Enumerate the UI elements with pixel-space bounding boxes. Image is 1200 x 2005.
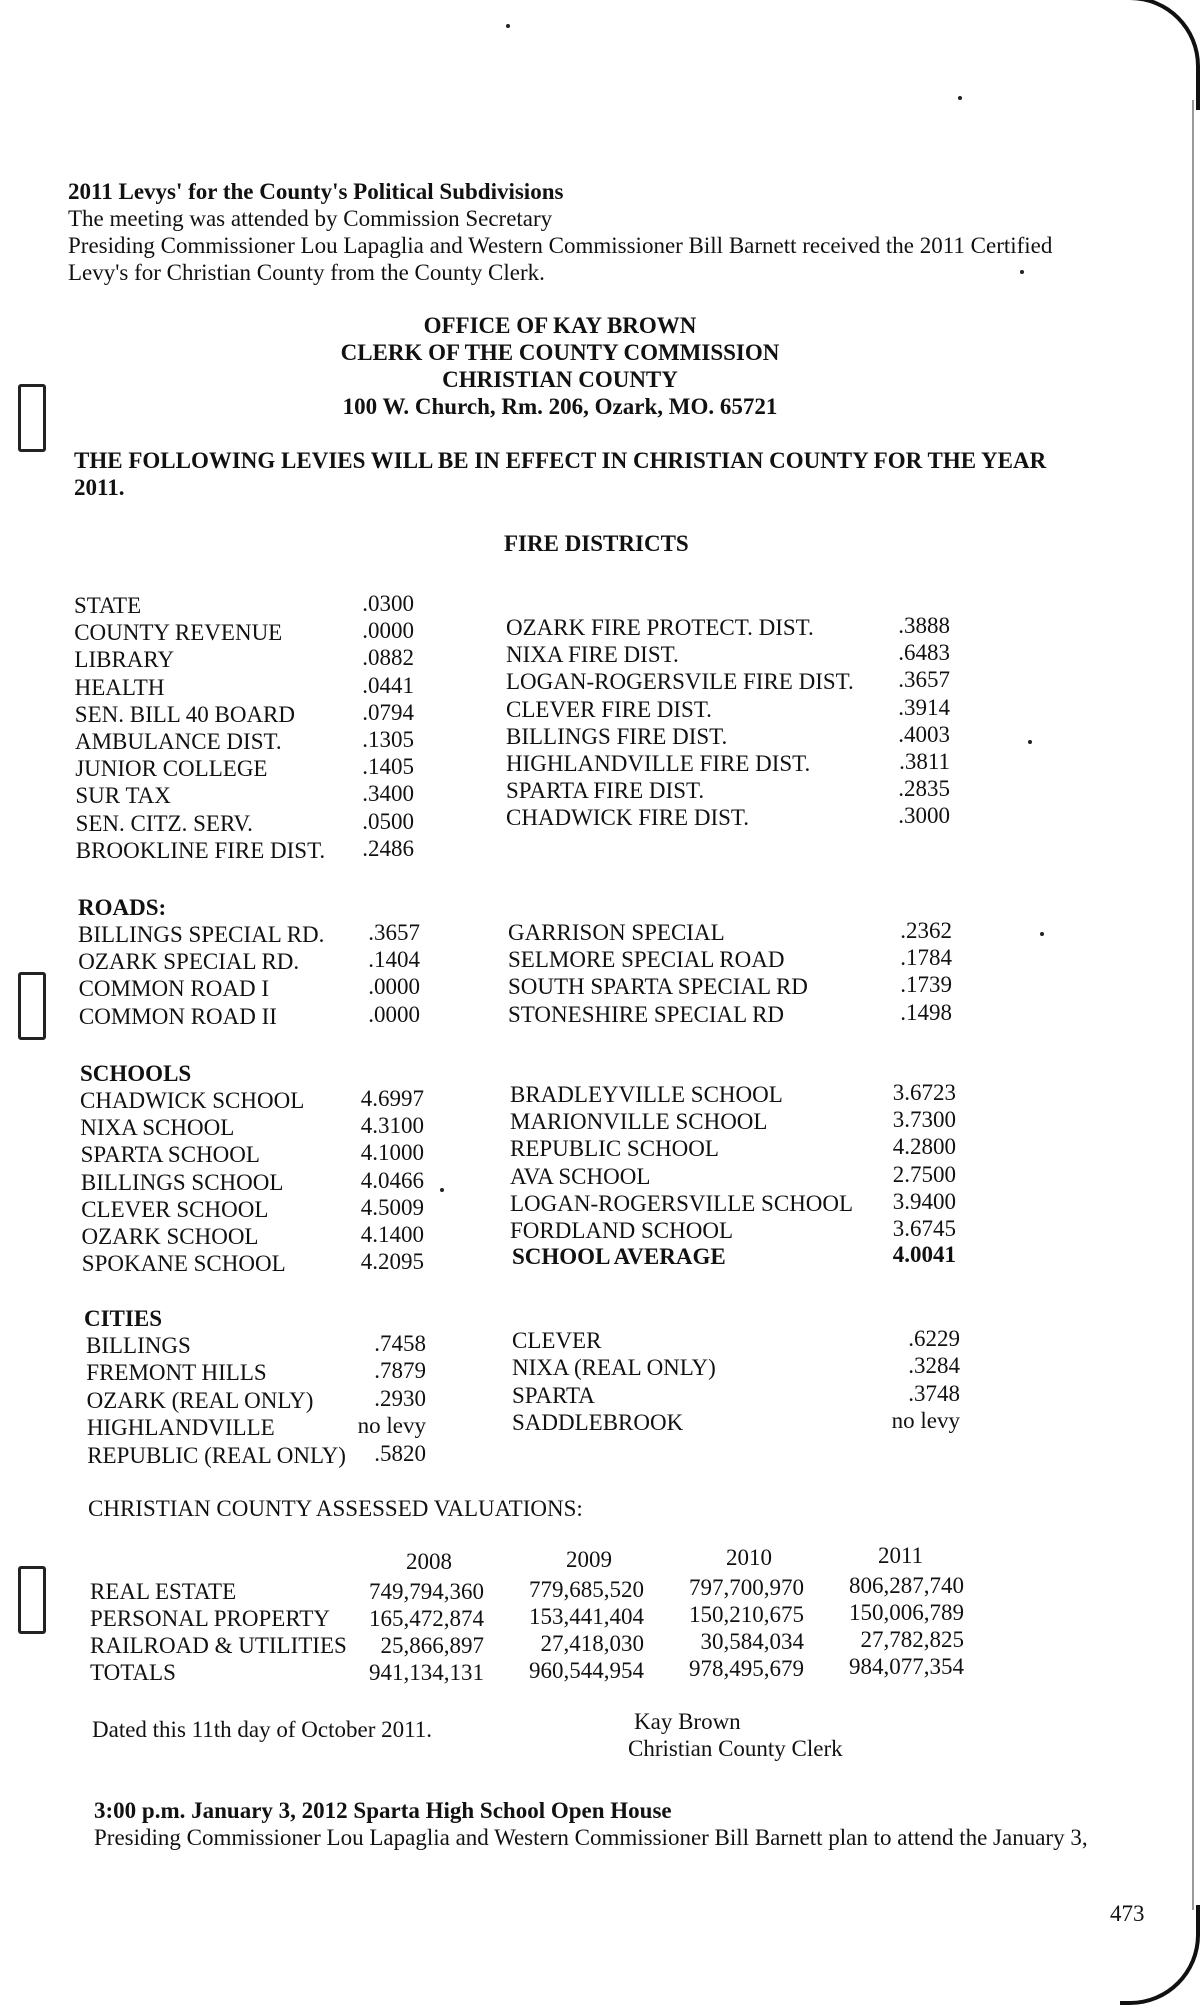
dated-line: Dated this 11th day of October 2011. [92, 1717, 433, 1742]
levy-name: REPUBLIC SCHOOL [510, 1136, 719, 1162]
levy-value: .0794 [362, 699, 414, 725]
levy-value: .3000 [898, 803, 950, 829]
levy-value: .3888 [898, 613, 950, 638]
valuations-heading: CHRISTIAN COUNTY ASSESSED VALUATIONS: [88, 1496, 583, 1521]
levy-value: .1404 [368, 947, 420, 973]
office-address: 100 W. Church, Rm. 206, Ozark, MO. 65721 [342, 394, 778, 419]
valuation-row-label: RAILROAD & UTILITIES [90, 1633, 347, 1658]
valuation-cell: 984,077,354 [849, 1654, 964, 1679]
levy-value: 4.2800 [892, 1134, 956, 1160]
levy-name: SPOKANE SCHOOL [81, 1251, 286, 1277]
intro-line: The meeting was attended by Commission Secretary [68, 206, 553, 231]
levy-name: HEALTH [74, 674, 165, 700]
levy-value: .0000 [362, 618, 414, 644]
levy-name: FORDLAND SCHOOL [510, 1218, 733, 1243]
levy-notice: THE FOLLOWING LEVIES WILL BE IN EFFECT IN CHRISTIAN COUNTY FOR THE YEAR [74, 448, 1047, 473]
levy-name: SADDLEBROOK [512, 1410, 684, 1436]
valuation-year-header: 2009 [566, 1547, 612, 1572]
levy-name: CHADWICK SCHOOL [80, 1088, 305, 1113]
levy-name: LOGAN-ROGERSVILLE SCHOOL [510, 1190, 854, 1216]
valuation-cell: 806,287,740 [849, 1573, 964, 1598]
valuation-row-label: TOTALS [90, 1660, 176, 1685]
levy-value: .2835 [898, 776, 950, 802]
levy-value: .2930 [374, 1385, 426, 1411]
intro-line: Presiding Commissioner Lou Lapaglia and Western Commissioner Bill Barnett received the 2011 Certified [68, 233, 1053, 258]
valuation-cell: 941,134,131 [369, 1660, 484, 1685]
binder-hole-3 [18, 1566, 46, 1634]
levy-name: FREMONT HILLS [86, 1360, 267, 1386]
levy-value: .1739 [900, 972, 952, 998]
levy-value: 4.3100 [360, 1113, 424, 1139]
levy-name: GARRISON SPECIAL [508, 920, 725, 945]
levy-value: 3.6723 [892, 1080, 956, 1105]
levy-value: .0441 [362, 672, 414, 698]
valuation-cell: 25,866,897 [380, 1633, 484, 1658]
signature-name: Kay Brown [634, 1709, 741, 1734]
school-average-label: SCHOOL AVERAGE [512, 1244, 726, 1269]
levy-name: SPARTA [512, 1382, 595, 1408]
intro-line: Levy's for Christian County from the County Clerk. [68, 260, 545, 285]
levy-value: .3914 [898, 694, 950, 720]
levy-value: .1305 [362, 727, 414, 752]
levy-name: NIXA FIRE DIST. [506, 642, 679, 668]
levy-name: REPUBLIC (REAL ONLY) [87, 1442, 346, 1468]
levy-value: 4.1000 [360, 1140, 424, 1166]
levy-name: BILLINGS FIRE DIST. [506, 723, 728, 749]
event-heading: 3:00 p.m. January 3, 2012 Sparta High School Open House [94, 1798, 672, 1823]
valuation-row-label: REAL ESTATE [90, 1579, 237, 1604]
levy-name: OZARK FIRE PROTECT. DIST. [506, 615, 814, 640]
levy-value: 4.5009 [360, 1194, 424, 1220]
scan-speck [506, 24, 510, 28]
office-subtitle: CLERK OF THE COUNTY COMMISSION [340, 340, 780, 365]
levy-name: AVA SCHOOL [510, 1163, 651, 1189]
levy-value: .3400 [362, 781, 414, 807]
levy-name: BROOKLINE FIRE DIST. [75, 837, 326, 863]
levy-value: .2362 [900, 918, 952, 943]
levy-name: NIXA (REAL ONLY) [512, 1355, 716, 1381]
levy-name: SEN. CITZ. SERV. [75, 810, 253, 836]
school-average-value: 4.0041 [892, 1242, 956, 1267]
levy-name: STATE [74, 593, 142, 618]
levy-name: CHADWICK FIRE DIST. [506, 805, 749, 831]
binder-hole-1 [18, 384, 46, 452]
valuation-cell: 150,210,675 [689, 1602, 804, 1627]
levy-value: 3.6745 [892, 1216, 956, 1241]
signature-title: Christian County Clerk [628, 1736, 843, 1761]
levy-value: .3657 [898, 667, 950, 693]
valuation-year-header: 2010 [726, 1545, 772, 1570]
schools-heading: SCHOOLS [80, 1061, 192, 1086]
levy-name: OZARK (REAL ONLY) [86, 1387, 314, 1413]
valuation-row-label: PERSONAL PROPERTY [90, 1606, 330, 1631]
levy-value: .1784 [900, 945, 952, 971]
levy-value: 4.2095 [360, 1249, 424, 1275]
levy-value: .1405 [362, 754, 414, 780]
levy-notice-year: 2011. [74, 475, 125, 500]
valuation-cell: 749,794,360 [369, 1579, 484, 1604]
scan-speck [1028, 740, 1032, 744]
levy-name: SUR TAX [75, 783, 171, 809]
levy-name: HIGHLANDVILLE [86, 1415, 275, 1441]
levy-name: COMMON ROAD II [78, 1003, 277, 1029]
levy-name: CLEVER [512, 1328, 602, 1353]
levy-value: .0000 [368, 1001, 420, 1027]
levy-name: BILLINGS SCHOOL [80, 1169, 284, 1195]
page-number: 473 [1110, 1901, 1145, 1926]
levy-name: SOUTH SPARTA SPECIAL RD [508, 974, 808, 1000]
valuation-year-header: 2011 [878, 1543, 924, 1568]
levy-value: .0300 [362, 591, 414, 616]
office-title: OFFICE OF KAY BROWN [423, 313, 697, 338]
levy-name: STONESHIRE SPECIAL RD [508, 1001, 785, 1027]
levy-name: COUNTY REVENUE [74, 620, 283, 646]
levy-value: 2.7500 [892, 1161, 956, 1187]
levy-name: BRADLEYVILLE SCHOOL [510, 1082, 783, 1107]
levy-name: AMBULANCE DIST. [75, 729, 282, 754]
levy-name: LOGAN-ROGERSVILE FIRE DIST. [506, 669, 854, 695]
levy-value: .3657 [368, 920, 420, 945]
valuation-cell: 165,472,874 [369, 1606, 484, 1631]
levy-value: .3748 [908, 1380, 960, 1406]
valuation-cell: 797,700,970 [689, 1575, 804, 1600]
levy-value: .4003 [898, 721, 950, 747]
levy-value: 4.1400 [360, 1222, 424, 1247]
valuation-cell: 30,584,034 [700, 1629, 804, 1654]
valuation-cell: 978,495,679 [689, 1656, 804, 1681]
levy-value: .3284 [908, 1353, 960, 1379]
binder-hole-2 [18, 972, 46, 1040]
section-heading: 2011 Levys' for the County's Political Subdivisions [68, 179, 564, 204]
valuation-cell: 153,441,404 [529, 1604, 644, 1629]
levy-value: .2486 [362, 835, 414, 861]
levy-value: .0000 [368, 974, 420, 1000]
valuation-cell: 27,782,825 [860, 1627, 964, 1652]
levy-name: SPARTA FIRE DIST. [506, 778, 705, 804]
levy-value: 3.9400 [892, 1188, 956, 1214]
levy-value: .0882 [362, 645, 414, 671]
levy-value: .0500 [362, 808, 414, 834]
levy-name: OZARK SPECIAL RD. [78, 949, 300, 975]
event-line: Presiding Commissioner Lou Lapaglia and Western Commissioner Bill Barnett plan to attend the January 3, [94, 1825, 1088, 1850]
levy-name: SEN. BILL 40 BOARD [74, 701, 296, 727]
valuation-year-header: 2008 [406, 1549, 452, 1574]
levy-value: .5820 [374, 1440, 426, 1466]
levy-name: COMMON ROAD I [78, 976, 269, 1002]
levy-value: no levy [357, 1413, 426, 1439]
levy-name: SELMORE SPECIAL ROAD [508, 947, 785, 973]
valuation-cell: 779,685,520 [529, 1577, 644, 1602]
levy-value: 4.0466 [360, 1167, 424, 1193]
levy-value: .1498 [900, 999, 952, 1025]
levy-value: .6483 [898, 640, 950, 666]
page-edge-right-line [1192, 100, 1194, 1910]
levy-value: .7458 [374, 1331, 426, 1356]
levy-value: .7879 [374, 1358, 426, 1384]
valuation-cell: 150,006,789 [849, 1600, 964, 1625]
levy-name: BILLINGS SPECIAL RD. [78, 922, 325, 947]
levy-name: MARIONVILLE SCHOOL [510, 1109, 768, 1135]
levy-name: JUNIOR COLLEGE [75, 756, 268, 782]
levy-name: HIGHLANDVILLE FIRE DIST. [506, 751, 811, 776]
levy-name: CLEVER SCHOOL [81, 1196, 269, 1222]
fire-districts-heading: FIRE DISTRICTS [504, 531, 689, 556]
valuation-cell: 27,418,030 [540, 1631, 644, 1656]
page-edge-top-curve [1120, 0, 1200, 110]
levy-name: NIXA SCHOOL [80, 1115, 235, 1141]
valuation-cell: 960,544,954 [529, 1658, 644, 1683]
office-county: CHRISTIAN COUNTY [442, 367, 678, 392]
scan-speck [440, 1188, 444, 1192]
roads-heading: ROADS: [78, 895, 167, 920]
levy-value: .3811 [899, 749, 950, 774]
levy-name: OZARK SCHOOL [81, 1224, 259, 1249]
levy-name: CLEVER FIRE DIST. [506, 696, 712, 722]
levy-value: no levy [891, 1408, 960, 1434]
levy-value: .6229 [908, 1326, 960, 1351]
cities-heading: CITIES [84, 1306, 162, 1331]
levy-name: LIBRARY [74, 647, 175, 673]
levy-name: SPARTA SCHOOL [80, 1142, 260, 1168]
scan-speck [958, 96, 962, 100]
levy-value: 3.7300 [892, 1107, 956, 1133]
scan-speck [1040, 932, 1044, 936]
scan-speck [1020, 270, 1024, 274]
levy-value: 4.6997 [360, 1086, 424, 1111]
levy-name: BILLINGS [86, 1333, 191, 1358]
